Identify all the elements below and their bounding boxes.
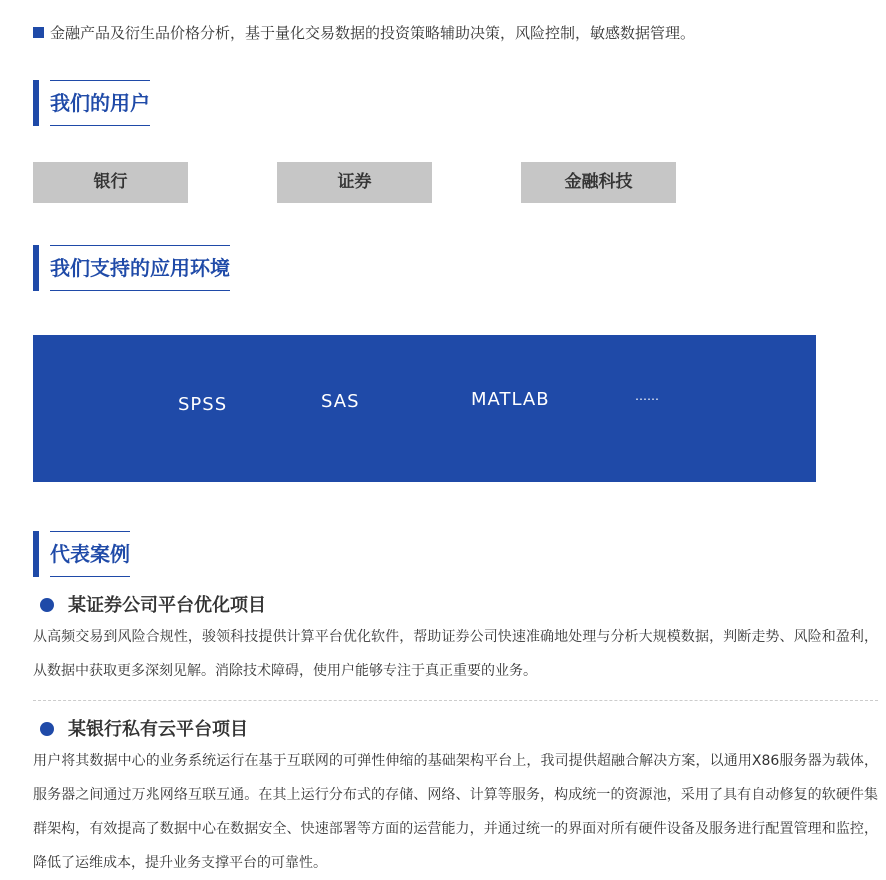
- user-category-bank: 银行: [33, 162, 188, 203]
- case-2-title: [40, 715, 248, 741]
- circle-bullet-icon: [40, 598, 54, 612]
- user-category-fintech: 金融科技: [521, 162, 676, 203]
- env-item-spss: SPSS: [178, 394, 228, 415]
- user-category-securities: 证券: [277, 162, 432, 203]
- case-2-title-text: 某银行私有云平台项目: [68, 719, 248, 740]
- users-section-title: 我们的用户: [50, 80, 150, 126]
- env-section-title: 我们支持的应用环境: [50, 245, 230, 291]
- env-panel: [33, 335, 816, 482]
- case-1-title: [40, 591, 266, 617]
- case-1-description: 从高频交易到风险合规性，骏领科技提供计算平台优化软件，帮助证券公司快速准确地处理与分析大规模数据，判断走势、风险和盈利，从数据中获取更多深刻见解。消除技术障碍，使用户能够专注于真正重要的业务。: [33, 629, 878, 679]
- case-divider: [33, 700, 878, 701]
- case-2-description: 用户将其数据中心的业务系统运行在基于互联网的可弹性伸缩的基础架构平台上，我司提供超融合解决方案，以通用X86服务器为载体，服务器之间通过万兆网络互联互通。在其上运行分布式的存储、网络、计算等服务，构成统一的资源池，采用了具有自动修复的软硬件集群架构，有效提高了数据中心在数据安全、快速部署等方面的运营能力，并通过统一的界面对所有硬件设备及服务进行配置管理和监控，降低了运维成本，提升业务支撑平台的可靠性。: [33, 753, 878, 871]
- square-bullet-icon: [33, 27, 44, 38]
- intro-line: [33, 22, 695, 43]
- env-item-more: ……: [635, 389, 659, 403]
- case-1-title-text: 某证券公司平台优化项目: [68, 595, 266, 616]
- intro-text: 金融产品及衍生品价格分析，基于量化交易数据的投资策略辅助决策，风险控制，敏感数据管理。: [50, 24, 696, 42]
- cases-section-title: 代表案例: [50, 531, 130, 577]
- section-accent-bar: [33, 80, 39, 126]
- env-item-sas: SAS: [321, 391, 360, 412]
- section-accent-bar: [33, 245, 39, 291]
- section-accent-bar: [33, 531, 39, 577]
- env-item-matlab: MATLAB: [471, 389, 550, 410]
- circle-bullet-icon: [40, 722, 54, 736]
